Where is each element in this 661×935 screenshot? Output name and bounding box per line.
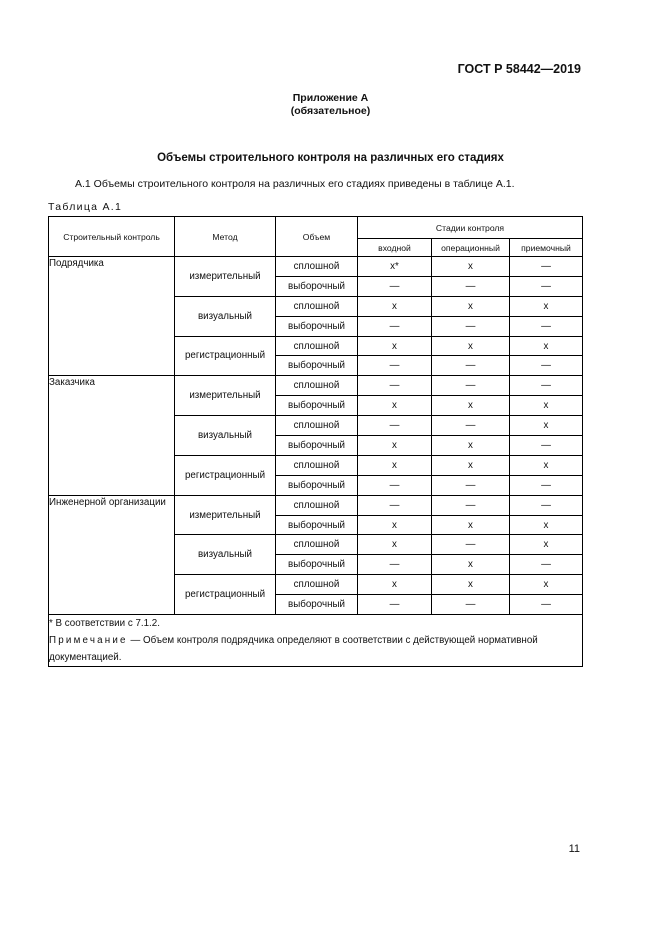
volume-cell: сплошной bbox=[276, 376, 358, 396]
incoming-cell: х bbox=[358, 535, 432, 555]
operational-cell: х bbox=[432, 336, 510, 356]
acceptance-cell: х bbox=[510, 296, 583, 316]
operational-cell: — bbox=[432, 316, 510, 336]
operational-cell: — bbox=[432, 276, 510, 296]
volume-cell: сплошной bbox=[276, 535, 358, 555]
volume-cell: сплошной bbox=[276, 575, 358, 595]
col-header-volume: Объем bbox=[276, 217, 358, 257]
control-type-cell: Инженерной организации bbox=[49, 495, 175, 614]
appendix-title: Приложение А bbox=[292, 92, 369, 104]
operational-cell: х bbox=[432, 455, 510, 475]
incoming-cell: — bbox=[358, 416, 432, 436]
col-header-control: Строительный контроль bbox=[49, 217, 175, 257]
volume-cell: выборочный bbox=[276, 515, 358, 535]
volume-cell: выборочный bbox=[276, 396, 358, 416]
volume-cell: выборочный bbox=[276, 316, 358, 336]
acceptance-cell: — bbox=[510, 276, 583, 296]
volume-cell: выборочный bbox=[276, 475, 358, 495]
incoming-cell: — bbox=[358, 495, 432, 515]
acceptance-cell: — bbox=[510, 495, 583, 515]
note-label: Примечание bbox=[49, 635, 128, 647]
note-text: — Объем контроля подрядчика определяют в соответствии с действующей нормативной документацией. bbox=[49, 635, 538, 664]
method-cell: визуальный bbox=[175, 535, 276, 575]
operational-cell: х bbox=[432, 436, 510, 456]
note bbox=[49, 632, 582, 666]
volume-cell: сплошной bbox=[276, 257, 358, 277]
method-cell: регистрационный bbox=[175, 336, 276, 376]
operational-cell: — bbox=[432, 416, 510, 436]
incoming-cell: — bbox=[358, 276, 432, 296]
control-type-cell: Заказчика bbox=[49, 376, 175, 495]
acceptance-cell: х bbox=[510, 455, 583, 475]
incoming-cell: х bbox=[358, 455, 432, 475]
acceptance-cell: х bbox=[510, 336, 583, 356]
incoming-cell: х bbox=[358, 336, 432, 356]
acceptance-cell: — bbox=[510, 555, 583, 575]
table-notes bbox=[49, 615, 583, 667]
volume-cell: выборочный bbox=[276, 276, 358, 296]
acceptance-cell: — bbox=[510, 257, 583, 277]
table-row bbox=[49, 257, 583, 277]
incoming-cell: х bbox=[358, 515, 432, 535]
volume-cell: сплошной bbox=[276, 296, 358, 316]
appendix-status: (обязательное) bbox=[290, 105, 371, 117]
operational-cell: х bbox=[432, 555, 510, 575]
acceptance-cell: х bbox=[510, 396, 583, 416]
acceptance-cell: х bbox=[510, 575, 583, 595]
volume-cell: сплошной bbox=[276, 336, 358, 356]
volume-cell: выборочный bbox=[276, 436, 358, 456]
page-number: 11 bbox=[568, 843, 580, 855]
volume-cell: выборочный bbox=[276, 356, 358, 376]
incoming-cell: — bbox=[358, 376, 432, 396]
operational-cell: — bbox=[432, 595, 510, 615]
operational-cell: х bbox=[432, 257, 510, 277]
acceptance-cell: х bbox=[510, 515, 583, 535]
acceptance-cell: — bbox=[510, 376, 583, 396]
intro-paragraph: А.1 Объемы строительного контроля на различных его стадиях приведены в таблице А.1. bbox=[75, 178, 515, 190]
operational-cell: — bbox=[432, 495, 510, 515]
operational-cell: — bbox=[432, 475, 510, 495]
operational-cell: — bbox=[432, 356, 510, 376]
acceptance-cell: — bbox=[510, 356, 583, 376]
operational-cell: х bbox=[432, 515, 510, 535]
section-heading: Объемы строительного контроля на различных его стадиях bbox=[157, 152, 504, 164]
acceptance-cell: х bbox=[510, 535, 583, 555]
control-type-cell: Подрядчика bbox=[49, 257, 175, 376]
acceptance-cell: — bbox=[510, 475, 583, 495]
incoming-cell: х bbox=[358, 396, 432, 416]
control-volume-table bbox=[48, 216, 583, 667]
col-header-method: Метод bbox=[175, 217, 276, 257]
col-header-stages: Стадии контроля bbox=[358, 217, 583, 239]
operational-cell: х bbox=[432, 396, 510, 416]
footnote: * В соответствии с 7.1.2. bbox=[49, 618, 160, 630]
method-cell: измерительный bbox=[175, 495, 276, 535]
col-header-operational: операционный bbox=[432, 239, 510, 257]
method-cell: измерительный bbox=[175, 257, 276, 297]
incoming-cell: — bbox=[358, 555, 432, 575]
method-cell: регистрационный bbox=[175, 575, 276, 615]
table-caption: Таблица А.1 bbox=[48, 201, 123, 213]
incoming-cell: х bbox=[358, 436, 432, 456]
volume-cell: выборочный bbox=[276, 595, 358, 615]
method-cell: регистрационный bbox=[175, 455, 276, 495]
operational-cell: х bbox=[432, 296, 510, 316]
operational-cell: — bbox=[432, 376, 510, 396]
acceptance-cell: — bbox=[510, 595, 583, 615]
volume-cell: сплошной bbox=[276, 495, 358, 515]
acceptance-cell: — bbox=[510, 316, 583, 336]
incoming-cell: х* bbox=[358, 257, 432, 277]
volume-cell: сплошной bbox=[276, 455, 358, 475]
incoming-cell: — bbox=[358, 356, 432, 376]
incoming-cell: х bbox=[358, 296, 432, 316]
operational-cell: — bbox=[432, 535, 510, 555]
method-cell: визуальный bbox=[175, 416, 276, 456]
acceptance-cell: — bbox=[510, 436, 583, 456]
incoming-cell: — bbox=[358, 475, 432, 495]
incoming-cell: — bbox=[358, 316, 432, 336]
incoming-cell: х bbox=[358, 575, 432, 595]
incoming-cell: — bbox=[358, 595, 432, 615]
table-row bbox=[49, 376, 583, 396]
col-header-incoming: входной bbox=[358, 239, 432, 257]
appendix-header bbox=[0, 92, 661, 118]
method-cell: визуальный bbox=[175, 296, 276, 336]
standard-number: ГОСТ Р 58442—2019 bbox=[457, 62, 581, 76]
table-row bbox=[49, 495, 583, 515]
volume-cell: сплошной bbox=[276, 416, 358, 436]
acceptance-cell: х bbox=[510, 416, 583, 436]
volume-cell: выборочный bbox=[276, 555, 358, 575]
col-header-acceptance: приемочный bbox=[510, 239, 583, 257]
method-cell: измерительный bbox=[175, 376, 276, 416]
operational-cell: х bbox=[432, 575, 510, 595]
